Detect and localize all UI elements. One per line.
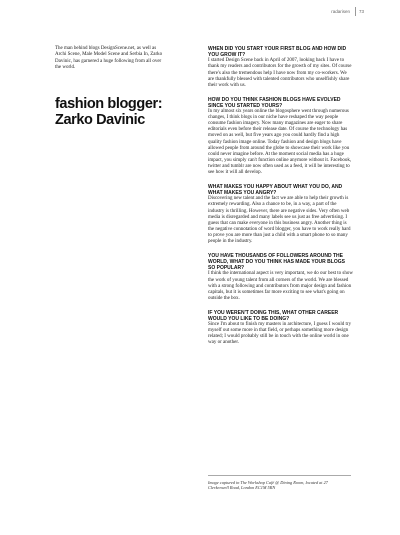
- interview-answer: In my almost six years online the blogosphere went through numerous changes, I think blogs in our niche have reshaped the way people consume fashion imagery. Now many magazines are eager to share editorials even before their release date. Of course the technology has moved on as well, but five years ago you could hardly find a high quality fashion image online. Today fashion and design blogs have allowed people from around the globe to showcase their work like you could never imagine before. At the moment social media has a huge impact, you simply can't function online anymore without it. Facebook, twitter and tumblr are now often used as a feed, it will be interesting to see how it will all develop.: [208, 108, 352, 176]
- interview-question: WHAT MAKES YOU HAPPY ABOUT WHAT YOU DO, AND WHAT MAKES YOU ANGRY?: [208, 184, 343, 197]
- qa-block: [208, 184, 353, 245]
- title-line-1: fashion blogger:: [55, 96, 163, 112]
- article-title: [55, 97, 185, 128]
- interview-question: IF YOU WEREN'T DOING THIS, WHAT OTHER CAREER WOULD YOU LIKE TO BE DOING?: [208, 309, 339, 322]
- intro-paragraph: The man behind blogs DesignScene.net, as well as Archi Scene, Male Model Scene and Serbia In, Zarko Davinic, has garnered a huge following from all over the world.: [55, 46, 163, 71]
- header-divider: [355, 7, 356, 16]
- qa-block: [208, 97, 353, 177]
- page-number: 73: [358, 9, 364, 14]
- interview-answer: I started Design Scene back in April of 2007, looking back I have to thank my readers and contributors for the growth of my sites. Of course there's also the tremendous help I have now from my co-workers. We are thankfully blessed with talented contributors who unselfishly share their work with us.: [208, 58, 352, 88]
- qa-block: [208, 253, 353, 302]
- interview-answer: Since I'm about to finish my masters in architecture, I guess I would try myself out some more in that field, or perhaps something more design related; I would probably still be in touch with the online world in one way or another.: [208, 321, 352, 346]
- image-caption: Image captured in The Workshop Café @ Dining Room, located at 27 Clerkenwell Road, London EC1M 5RN: [208, 480, 328, 491]
- interview-question: WHEN DID YOU START YOUR FIRST BLOG AND HOW DID YOU GROW IT?: [208, 46, 347, 59]
- caption-divider: [208, 475, 351, 476]
- interview-question: HOW DO YOU THINK FASHION BLOGS HAVE EVOLVED SINCE YOU STARTED YOURS?: [208, 96, 341, 109]
- interview-question: YOU HAVE THOUSANDS OF FOLLOWERS AROUND THE WORLD, WHAT DO YOU THINK HAS MADE YOUR BLOGS SO POPULAR?: [208, 253, 345, 272]
- title-line-2: Zarko Davinic: [55, 111, 145, 128]
- qa-block: [208, 46, 353, 89]
- interview-answer: Discovering new talent and the fact we are able to help their growth is extremely rewarding. Also a chance to be, in a way, a part of the industry is thrilling. However, there are negative sides. Very often web media is disregarded and many labels see us just as free advertising. I guess that can make everyone in this business angry. Another thing is the negative connotation of word blogger, you have to work really hard to prove you are more than just a child with a smart phone to so many people in the industry.: [208, 196, 351, 245]
- interview-answer: I think the international aspect is very important, we do our best to show the work of young talent from all corners of the world. We are blessed with a strong following and contributors from major design and fashion capitals, but it is sometimes far more exciting to see what's going on outside the box.: [208, 271, 353, 301]
- running-header-section: radarisen: [331, 9, 350, 14]
- interview-column: [208, 46, 353, 354]
- qa-block: [208, 310, 353, 347]
